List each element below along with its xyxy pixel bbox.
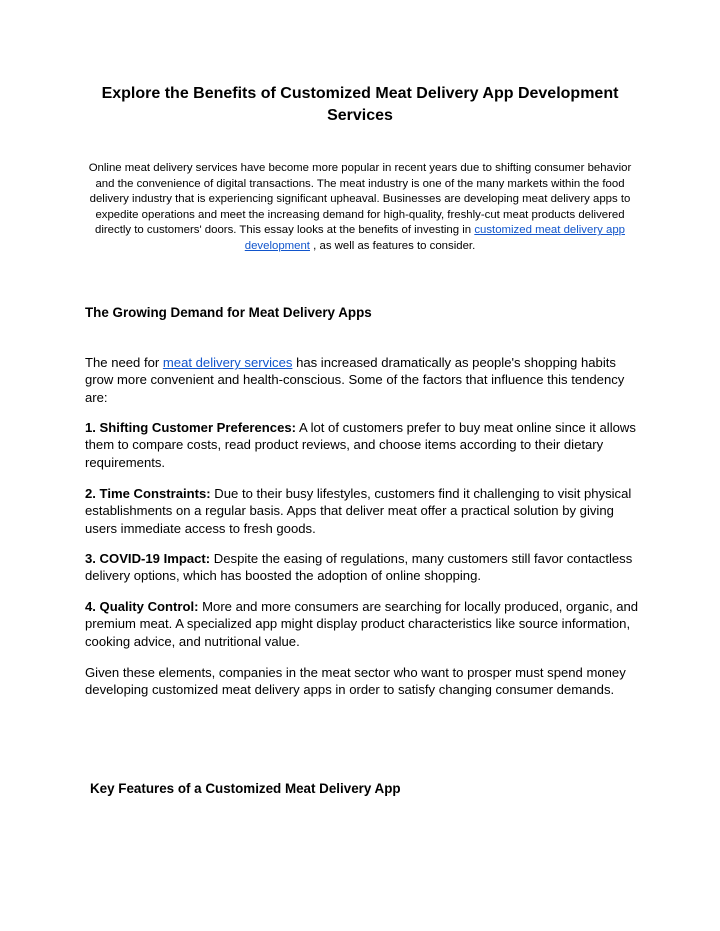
factor-label: 3. COVID-19 Impact: xyxy=(85,551,211,566)
intro-paragraph xyxy=(80,161,640,255)
factor-item-quality xyxy=(85,598,640,650)
intro-text: Online meat delivery services have become more popular in recent years due to shifting consumer behavior and the convenience of digital transactions. The meat industry is one of the many markets within the food delivery industry that is experiencing significant upheaval. Businesses are developing meat delivery apps to expedite operations and meet the increasing demand for high-quality, freshly-cut meat products delivered directly to customers' doors. This essay looks at the benefits of investing in xyxy=(88,162,632,237)
document-title: Explore the Benefits of Customized Meat Delivery App Development Services xyxy=(101,85,619,124)
lead-text-end: has increased dramatically as people's shopping habits grow more convenient and health-conscious. Some of the factors that influence this tendency are: xyxy=(85,355,625,405)
section-heading-growing-demand: The Growing Demand for Meat Delivery Apps xyxy=(85,305,372,320)
intro-text-end: , as well as features to consider. xyxy=(313,239,476,252)
custom-app-development-link[interactable]: customized meat delivery app development xyxy=(244,224,625,252)
demand-lead-paragraph xyxy=(85,354,640,406)
factor-text: More and more consumers are searching for locally produced, organic, and premium meat. A specialized app might display product characteristics like source information, cooking advice, and nutritional value. xyxy=(85,599,639,649)
factor-label: 2. Time Constraints: xyxy=(85,486,211,501)
conclusion-paragraph: Given these elements, companies in the meat sector who want to prosper must spend money developing customized meat delivery apps in order to satisfy changing consumer demands. xyxy=(85,665,626,698)
meat-delivery-services-link[interactable]: meat delivery services xyxy=(162,355,293,370)
factor-item-covid xyxy=(85,550,640,585)
lead-text-start: The need for xyxy=(85,355,160,370)
factor-text: A lot of customers prefer to buy meat online since it allows them to compare costs, read product reviews, and choose items according to their dietary requirements. xyxy=(85,420,636,470)
factor-item-preferences xyxy=(85,419,640,471)
section-heading-key-features: Key Features of a Customized Meat Delivery App xyxy=(90,781,401,796)
factor-text: Despite the easing of regulations, many customers still favor contactless delivery options, which has boosted the adoption of online shopping. xyxy=(85,551,633,584)
factor-item-time xyxy=(85,485,640,537)
factor-text: Due to their busy lifestyles, customers find it challenging to visit physical establishments on a regular basis. Apps that deliver meat offer a practical solution by giving users immediate access to fresh goods. xyxy=(85,486,632,536)
factor-label: 1. Shifting Customer Preferences: xyxy=(85,420,297,435)
factor-label: 4. Quality Control: xyxy=(85,599,199,614)
